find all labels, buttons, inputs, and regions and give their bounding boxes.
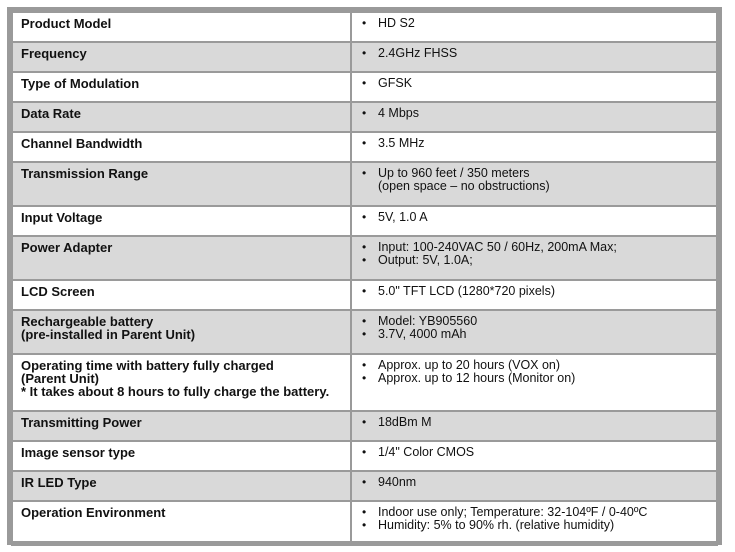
spec-value bbox=[351, 206, 717, 236]
bullet-item bbox=[362, 167, 710, 193]
spec-label bbox=[12, 132, 351, 162]
spec-label bbox=[12, 206, 351, 236]
spec-label bbox=[12, 411, 351, 441]
spec-label-line: Operating time with battery fully charged bbox=[21, 358, 274, 373]
bullet-text bbox=[378, 519, 614, 532]
spec-value bbox=[351, 501, 717, 545]
bullet-item bbox=[362, 285, 710, 298]
bullet-text-line: 1/4" Color CMOS bbox=[378, 445, 475, 459]
bullet-dot: • bbox=[362, 358, 367, 372]
bullet-text-line: HD S2 bbox=[378, 16, 415, 30]
table-row bbox=[12, 206, 717, 236]
bullet-item bbox=[362, 446, 710, 459]
spec-label-line: (pre-installed in Parent Unit) bbox=[21, 327, 196, 342]
bullet-dot: • bbox=[362, 518, 367, 532]
table-row bbox=[12, 132, 717, 162]
bullet-text-line: Approx. up to 12 hours (Monitor on) bbox=[378, 371, 576, 385]
bullet-item bbox=[362, 211, 710, 224]
spec-label-line: (Parent Unit) bbox=[21, 371, 99, 386]
spec-table bbox=[11, 11, 718, 546]
table-row bbox=[12, 471, 717, 501]
bullet-text bbox=[378, 446, 474, 459]
bullet-text bbox=[378, 137, 425, 150]
bullet-text bbox=[378, 476, 416, 489]
bullet-text bbox=[378, 372, 575, 385]
spec-label bbox=[12, 236, 351, 280]
spec-label-line: Rechargeable battery bbox=[21, 314, 154, 329]
spec-label-line: Input Voltage bbox=[21, 210, 103, 225]
table-row bbox=[12, 162, 717, 206]
bullet-item bbox=[362, 476, 710, 489]
spec-label-line: Data Rate bbox=[21, 106, 81, 121]
bullet-item bbox=[362, 372, 710, 385]
spec-label bbox=[12, 354, 351, 411]
spec-value bbox=[351, 310, 717, 354]
spec-value bbox=[351, 132, 717, 162]
bullet-dot: • bbox=[362, 445, 367, 459]
spec-label-line: Type of Modulation bbox=[21, 76, 140, 91]
spec-table-container bbox=[7, 7, 722, 545]
spec-label bbox=[12, 471, 351, 501]
spec-value bbox=[351, 12, 717, 42]
bullet-text-line: (open space – no obstructions) bbox=[378, 179, 550, 193]
table-row bbox=[12, 42, 717, 72]
spec-value bbox=[351, 236, 717, 280]
table-row bbox=[12, 102, 717, 132]
bullet-dot: • bbox=[362, 210, 367, 224]
table-row bbox=[12, 12, 717, 42]
bullet-text-line: 2.4GHz FHSS bbox=[378, 46, 458, 60]
bullet-text-line: Humidity: 5% to 90% rh. (relative humidity) bbox=[378, 518, 615, 532]
spec-label-line: Product Model bbox=[21, 16, 112, 31]
spec-label-line: LCD Screen bbox=[21, 284, 95, 299]
spec-value bbox=[351, 411, 717, 441]
bullet-dot: • bbox=[362, 505, 367, 519]
bullet-dot: • bbox=[362, 16, 367, 30]
spec-label-line: Power Adapter bbox=[21, 240, 113, 255]
bullet-text-line: Approx. up to 20 hours (VOX on) bbox=[378, 358, 561, 372]
bullet-dot: • bbox=[362, 415, 367, 429]
spec-label bbox=[12, 280, 351, 310]
spec-value bbox=[351, 280, 717, 310]
spec-label bbox=[12, 310, 351, 354]
bullet-item bbox=[362, 416, 710, 429]
bullet-item bbox=[362, 17, 710, 30]
bullet-dot: • bbox=[362, 166, 367, 180]
bullet-dot: • bbox=[362, 240, 367, 254]
bullet-text bbox=[378, 328, 467, 341]
bullet-text bbox=[378, 17, 415, 30]
bullet-text-line: 18dBm M bbox=[378, 415, 432, 429]
bullet-text-line: Model: YB905560 bbox=[378, 314, 478, 328]
bullet-text-line: 940nm bbox=[378, 475, 417, 489]
bullet-dot: • bbox=[362, 284, 367, 298]
bullet-dot: • bbox=[362, 106, 367, 120]
bullet-item bbox=[362, 77, 710, 90]
spec-label-line: IR LED Type bbox=[21, 475, 97, 490]
bullet-text bbox=[378, 285, 555, 298]
bullet-dot: • bbox=[362, 371, 367, 385]
spec-value bbox=[351, 102, 717, 132]
spec-label-line: Frequency bbox=[21, 46, 87, 61]
bullet-dot: • bbox=[362, 475, 367, 489]
bullet-text-line: Indoor use only; Temperature: 32-104ºF / 0-40ºC bbox=[378, 505, 648, 519]
bullet-text bbox=[378, 167, 550, 193]
table-row bbox=[12, 411, 717, 441]
spec-label-line: Operation Environment bbox=[21, 505, 166, 520]
bullet-text bbox=[378, 107, 419, 120]
bullet-item bbox=[362, 328, 710, 341]
bullet-dot: • bbox=[362, 327, 367, 341]
bullet-item bbox=[362, 107, 710, 120]
spec-value bbox=[351, 72, 717, 102]
bullet-item bbox=[362, 47, 710, 60]
bullet-text-line: 3.7V, 4000 mAh bbox=[378, 327, 467, 341]
bullet-text bbox=[378, 47, 457, 60]
bullet-text bbox=[378, 77, 412, 90]
spec-value bbox=[351, 471, 717, 501]
table-row bbox=[12, 310, 717, 354]
spec-label-line: Channel Bandwidth bbox=[21, 136, 143, 151]
bullet-dot: • bbox=[362, 46, 367, 60]
table-row bbox=[12, 72, 717, 102]
spec-label-line: Image sensor type bbox=[21, 445, 136, 460]
bullet-text-line: Input: 100-240VAC 50 / 60Hz, 200mA Max; bbox=[378, 240, 617, 254]
bullet-item bbox=[362, 519, 710, 532]
spec-label bbox=[12, 102, 351, 132]
spec-label bbox=[12, 162, 351, 206]
bullet-text-line: 3.5 MHz bbox=[378, 136, 425, 150]
table-row bbox=[12, 236, 717, 280]
bullet-text bbox=[378, 211, 428, 224]
spec-value bbox=[351, 354, 717, 411]
table-row bbox=[12, 354, 717, 411]
bullet-dot: • bbox=[362, 253, 367, 267]
bullet-text-line: 4 Mbps bbox=[378, 106, 419, 120]
spec-value bbox=[351, 162, 717, 206]
spec-label bbox=[12, 12, 351, 42]
bullet-text bbox=[378, 254, 473, 267]
spec-label-line: * It takes about 8 hours to fully charge the battery. bbox=[21, 384, 330, 399]
spec-label bbox=[12, 441, 351, 471]
spec-value bbox=[351, 441, 717, 471]
spec-label-line: Transmission Range bbox=[21, 166, 149, 181]
table-row bbox=[12, 501, 717, 545]
spec-label bbox=[12, 42, 351, 72]
bullet-dot: • bbox=[362, 76, 367, 90]
bullet-text-line: 5V, 1.0 A bbox=[378, 210, 428, 224]
bullet-item bbox=[362, 137, 710, 150]
bullet-text bbox=[378, 416, 432, 429]
bullet-text-line: GFSK bbox=[378, 76, 413, 90]
spec-label-line: Transmitting Power bbox=[21, 415, 142, 430]
bullet-text-line: Up to 960 feet / 350 meters bbox=[378, 166, 530, 180]
table-row bbox=[12, 280, 717, 310]
spec-value bbox=[351, 42, 717, 72]
bullet-item bbox=[362, 254, 710, 267]
bullet-dot: • bbox=[362, 136, 367, 150]
bullet-text-line: 5.0" TFT LCD (1280*720 pixels) bbox=[378, 284, 555, 298]
bullet-text-line: Output: 5V, 1.0A; bbox=[378, 253, 473, 267]
spec-label bbox=[12, 501, 351, 545]
table-row bbox=[12, 441, 717, 471]
spec-label bbox=[12, 72, 351, 102]
bullet-dot: • bbox=[362, 314, 367, 328]
